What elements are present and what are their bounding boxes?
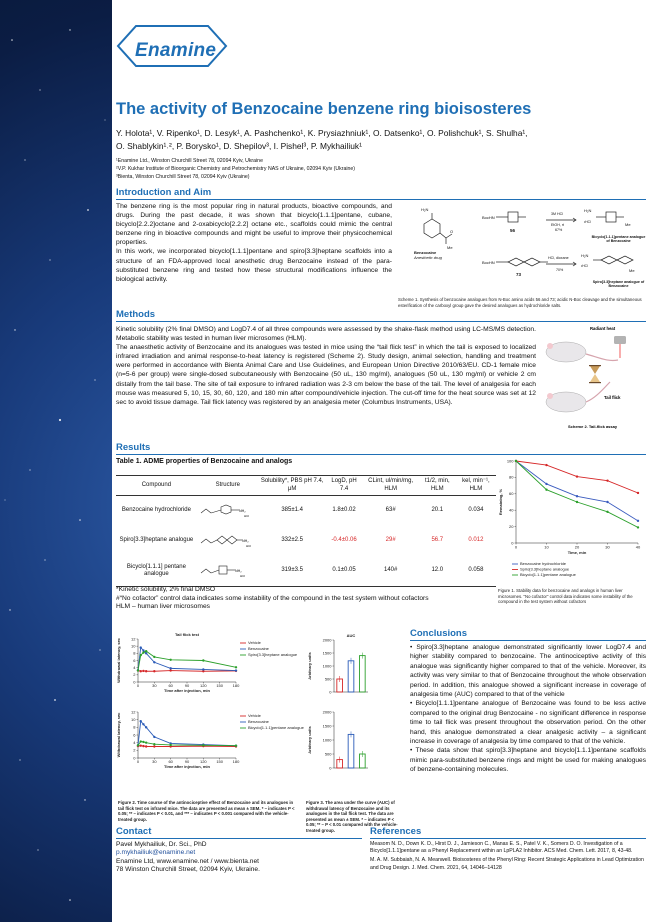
cell-structure <box>197 526 259 556</box>
series-line-2 <box>138 721 236 746</box>
cell-structure <box>197 556 259 587</box>
cell-compound: Bicyclo[1.1.1] pentane analogue <box>116 556 197 587</box>
y-tick-label: 0 <box>329 689 332 695</box>
intro-heading: Introduction and Aim <box>116 187 212 198</box>
data-point <box>145 726 147 728</box>
chart-title: AUC <box>346 633 356 638</box>
cell-solubility: 385±1.4 <box>281 507 303 514</box>
product-1-label: Bicyclo[1.1.1]pentane analogue of Benzocaine <box>591 235 646 244</box>
cell-t12: 56.7 <box>431 537 444 544</box>
x-tick-label: 60 <box>168 683 173 689</box>
data-point <box>637 492 639 494</box>
x-tick-label: 40 <box>635 544 641 550</box>
data-point <box>140 654 142 656</box>
data-point <box>142 723 144 725</box>
conclusion-2: • Bicyclo[1.1.1]pentane analogue of Benzocaine was found to be less active compared to the original drug Benzocaine - no significant difference in response time to tail flick was present throughout the observation period. On the other hand, this analogue demonstrated a clear analgesic activity – a significant increase in coverage of analgesia by time compared to that of the vehicle. <box>410 700 646 746</box>
x-tick-label: 90 <box>184 759 190 765</box>
svg-text:BocHN: BocHN <box>482 260 495 265</box>
legend-entry: Benzocaine <box>248 646 269 651</box>
data-point <box>140 740 142 742</box>
y-tick-label: 1000 <box>322 663 332 669</box>
arrow1-yield: 67% <box>555 228 563 232</box>
y-tick-label: 0 <box>329 765 332 771</box>
data-point <box>153 745 155 747</box>
y-tick-label: 10 <box>131 716 136 722</box>
x-tick-label: 30 <box>605 544 610 550</box>
bar-2 <box>348 661 354 692</box>
y-tick-label: 6 <box>133 732 136 738</box>
references-heading: References <box>370 826 422 837</box>
data-point <box>545 483 547 485</box>
heat-source-icon <box>614 336 626 344</box>
cell-solubility: 332±2.5 <box>281 537 303 544</box>
data-point <box>169 744 171 746</box>
data-point <box>637 520 639 522</box>
product-2-label: Spiro[3.3]heptane analogue of Benzocaine <box>592 280 645 289</box>
conclusion-3: • These data show that spiro[3.3]heptane and bicyclo[1.1.1]pentane scaffolds mimic para-substituted benzene rings and might be used for making analogues of benzene-containing molecules. <box>410 747 646 774</box>
tail-flick-chart-spiro <box>116 630 306 702</box>
col-t12: t1/2, min, HLM <box>419 476 456 496</box>
svg-text:NH₂: NH₂ <box>234 569 242 573</box>
intro-paragraph-1: The benzene ring is the most popular ring in natural products, bioactive compounds, and drugs. During the past decade, it was shown that bicyclo[1.1.1]pentane, cubane, bicyclo[2.2.2]octane and 2-oxabicyclo[2.2.2] octane etc., scaffolds could mimic the central benzene ring in bioactive compounds and might be useful to improve their physicochemical properties. <box>116 203 392 247</box>
data-point <box>169 669 171 671</box>
auc-chart-bicyclo <box>306 706 402 778</box>
arrow2-yield: 70% <box>556 268 564 272</box>
note-cofactor: #“No cofactor” control data indicates some instability of the compound in the test system without cofactors <box>116 594 429 602</box>
data-point <box>142 741 144 743</box>
table-header-row <box>116 476 496 496</box>
data-point <box>235 669 237 671</box>
cell-kel: 0.058 <box>456 556 496 587</box>
data-point <box>145 650 147 652</box>
benzocaine-structure-icon <box>199 503 257 519</box>
data-point <box>545 489 547 491</box>
cell-t12: 20.1 <box>431 507 444 514</box>
x-tick-label: 20 <box>574 544 580 550</box>
cell-logd: 1.8±0.02 <box>332 507 356 514</box>
conclusions-heading: Conclusions <box>410 628 468 639</box>
x-tick-label: 120 <box>199 683 207 689</box>
y-tick-label: 4 <box>133 739 136 745</box>
affiliation-1: ¹Enamine Ltd., Winston Churchill Street 78, 02094 Kyiv, Ukraine <box>116 158 263 164</box>
col-kel: kel, min⁻¹, HLM <box>456 476 496 496</box>
cell-t12: 12.0 <box>419 556 456 587</box>
legend-entry: Vehicle <box>248 640 261 645</box>
y-axis-label: Arbitrary units <box>307 652 312 680</box>
svg-text:NH₂: NH₂ <box>241 539 249 543</box>
y-tick-label: 40 <box>509 507 514 513</box>
data-point <box>202 659 204 661</box>
authors-line-2: O. Shablykin¹˒², P. Borysko¹, D. Shepilov³, I. Pishel³, P. Mykhailiuk¹ <box>116 141 362 151</box>
data-point <box>153 743 155 745</box>
contact-name: Pavel Mykhailiuk, Dr. Sci., PhD <box>116 841 207 848</box>
x-tick-label: 180 <box>232 759 240 765</box>
adme-table <box>116 475 496 587</box>
data-point <box>137 744 139 746</box>
table-notes <box>116 586 496 612</box>
methods-paragraph-2: The anaesthetic activity of Benzocaine and its analogues was tested in mice using the “tail flick test” in which the tail is exposed to localized infrared irradiation and animal response-to-heat latency is registered (Scheme 2). Study design, animal selection, handling and treatment were performed in accordance with Bienta Animal Care and Use Guidelines, and European Union Directive 2010/63/EU. CD-1 female mice (n=5-6 per group) were single-dosed subcutaneously with Benzocaine (50 uL, 130 mg/ml), analogues (50 uL, 130 mg/ml) or vehicle 2 cm distally from the tail base. The site of tail exposure to infrared radiation was 2-3 cm below the base of the tail. The level of analgesia for each mouse was measured 5, 10, 15, 30, 60, 120, and 180 min after compound/vehicle injection. The cut-off time for the heat source was set at 12 sec to avoid tissue damage. Tail flick latency was registered by an analgesia meter (Columbus Instruments, USA). <box>116 344 536 406</box>
y-tick-label: 8 <box>133 724 136 730</box>
table-row <box>116 496 496 527</box>
x-tick-label: 90 <box>184 683 190 689</box>
x-axis-label: Time, min <box>567 550 587 555</box>
bar-3 <box>360 656 366 692</box>
svg-text:Me: Me <box>629 268 635 273</box>
data-point <box>153 656 155 658</box>
svg-text:Me: Me <box>447 245 453 250</box>
data-point <box>606 511 608 513</box>
legend-entry: Benzocaine hydrochloride <box>520 561 567 566</box>
y-axis-label: Withdrawal latency, sec <box>116 712 121 758</box>
y-tick-label: 500 <box>324 751 332 757</box>
data-point <box>576 501 578 503</box>
y-tick-label: 12 <box>131 636 136 642</box>
y-tick-label: 100 <box>506 458 514 464</box>
legend-entry: Vehicle <box>248 713 261 718</box>
conclusions-rule <box>410 640 646 641</box>
stability-chart <box>498 455 646 585</box>
spiroheptane-structure-icon <box>199 533 257 549</box>
y-tick-label: 2000 <box>322 709 332 715</box>
col-clint: CLint, ul/min/mg, HLM <box>363 476 419 496</box>
authors <box>116 127 646 153</box>
table-row <box>116 526 496 556</box>
y-tick-label: 2 <box>133 747 136 753</box>
compound-73-label: 73 <box>516 272 522 277</box>
x-tick-label: 0 <box>514 544 518 550</box>
data-point <box>145 741 147 743</box>
data-point <box>145 670 147 672</box>
data-point <box>153 670 155 672</box>
svg-text:H₂N: H₂N <box>421 207 429 212</box>
y-tick-label: 1000 <box>322 737 332 743</box>
data-point <box>140 646 142 648</box>
y-tick-label: 6 <box>133 657 136 663</box>
reference-2: M. A. M. Subbaiah, N. A. Meanwell. Bioisosteres of the Phenyl Ring: Recent Strategic Applications in Lead Optimization and Drug Design. J. Med. Chem. 2021, 64, 14046–14128 <box>370 857 644 871</box>
cell-logd: -0.4±0.06 <box>331 537 357 544</box>
auc-chart-spiro <box>306 630 402 702</box>
cell-kel: 0.012 <box>468 537 484 544</box>
intro-text <box>116 202 392 284</box>
data-point <box>169 667 171 669</box>
y-tick-label: 10 <box>131 643 136 649</box>
y-tick-label: 80 <box>509 474 514 480</box>
legend-entry: Spiro[3.3]heptane analogue <box>248 652 298 657</box>
data-point <box>142 649 144 651</box>
y-tick-label: 2000 <box>322 637 332 643</box>
y-axis-label: Withdrawal latency, sec <box>116 638 121 683</box>
bar-2 <box>348 734 354 768</box>
y-tick-label: 0 <box>511 540 514 546</box>
y-axis-label: Remaining, % <box>498 488 503 516</box>
x-tick-label: 150 <box>216 683 224 689</box>
table-title: Table 1. ADME properties of Benzocaine and analogs <box>116 458 293 465</box>
x-tick-label: 150 <box>216 759 224 765</box>
tail-flick-illustration <box>538 322 646 434</box>
data-point <box>140 720 142 722</box>
conclusions-text <box>410 643 646 775</box>
cell-kel: 0.034 <box>468 507 484 514</box>
svg-text:H₂N: H₂N <box>584 208 592 213</box>
legend-entry: Benzocaine <box>248 719 269 724</box>
methods-paragraph-1: Kinetic solubility (2% final DMSO) and LogD7.4 of all three compounds were assessed by the shake-flask method using LC-MS/MS detection. Metabolic stability was tested in human liver microsomes (HLM). <box>116 326 536 343</box>
data-point <box>202 668 204 670</box>
note-hlm: HLM – human liver microsomes <box>116 603 211 611</box>
compound-56-label: 56 <box>510 228 516 233</box>
svg-text:H₂N: H₂N <box>581 253 589 258</box>
data-point <box>142 745 144 747</box>
anesthetic-label: Anesthetic drug <box>414 255 442 260</box>
series-line-3 <box>516 461 638 527</box>
figure-1-caption: Figure 1. Stability data for benzocaine and analogs in human liver microsomes. “No cofactor” control data indicates some instability of the compound in the test system without cofactors <box>498 588 633 605</box>
hcl-label: HCl <box>239 574 245 578</box>
svg-text:BocHN: BocHN <box>482 215 495 220</box>
data-point <box>142 651 144 653</box>
x-tick-label: 30 <box>152 759 157 765</box>
contact-heading: Contact <box>116 826 152 837</box>
scheme-2-caption: Scheme 2. Tail-flick assay <box>568 424 618 429</box>
data-point <box>145 745 147 747</box>
cell-clint: 29# <box>385 537 396 544</box>
data-point <box>576 495 578 497</box>
svg-text:O: O <box>450 229 454 234</box>
data-point <box>153 661 155 663</box>
hcl-label: HCl <box>245 544 251 548</box>
poster-title: The activity of Benzocaine benzene ring bioisosteres <box>116 100 532 118</box>
methods-heading: Methods <box>116 309 156 320</box>
cell-solubility: 319±3.5 <box>259 556 326 587</box>
y-axis-label: Arbitrary units <box>307 726 312 754</box>
arrow2-reagent: HCl, dioxane <box>548 256 569 260</box>
y-tick-label: 20 <box>509 523 514 529</box>
note-solubility: *Kinetic solubility, 2% final DMSO <box>116 586 216 593</box>
logo-text: Enamine <box>135 40 217 61</box>
data-point <box>576 475 578 477</box>
affiliations <box>116 157 646 181</box>
cell-structure <box>197 496 259 527</box>
series-line-1 <box>516 461 638 521</box>
col-logd: LogD, pH 7.4 <box>326 476 363 496</box>
data-point <box>137 669 139 671</box>
y-tick-label: 8 <box>133 650 136 656</box>
cell-clint: 63# <box>385 507 396 514</box>
y-tick-label: 1500 <box>322 650 332 656</box>
contact-text <box>116 841 362 875</box>
benzocaine-label: Benzocaine <box>414 250 437 255</box>
data-point <box>515 460 517 462</box>
cell-compound: Benzocaine hydrochloride <box>121 507 191 514</box>
data-point <box>637 526 639 528</box>
x-tick-label: 180 <box>232 683 240 689</box>
x-axis-label: Time after injection, min <box>164 764 210 770</box>
data-point <box>235 666 237 668</box>
legend-entry: Bicyclo[1.1.1]pentane analogue <box>520 572 576 577</box>
col-solubility: Solubility*, PBS pH 7.4, μM <box>259 476 326 496</box>
svg-text:NH₂: NH₂ <box>238 509 246 513</box>
bicyclopentane-structure-icon <box>199 563 257 579</box>
reference-1: Measom N. D., Down K. D., Hirst D. J., Jamieson C., Manas E. S., Patel V. K., Somers D. O. Investigation of a Bicyclo[1.1.1]pentane as a Phenyl Replacement within an LpPLA2 Inhibitor. ACS Med. Chem. Lett. 2017, 8, 43-48. <box>370 841 633 855</box>
contact-email[interactable]: p.mykhailiuk@enamine.net <box>116 849 196 857</box>
contact-company: Enamine Ltd, www.enamine.net / www.bienta.net <box>116 857 259 865</box>
affiliation-2: ²V.P. Kukhar Institute of Bioorganic Chemistry and Petrochemistry NAS of Ukraine, 02094 Kyiv (Ukraine) <box>116 166 356 172</box>
data-point <box>153 736 155 738</box>
contact-address: 78 Winston Churchill Street, 02094 Kyiv, Ukraine. <box>116 866 260 874</box>
arrow1-reagent: 3M HCl <box>551 212 563 216</box>
series-line-1 <box>138 671 236 672</box>
chart-title: Tail flick test <box>175 632 199 637</box>
data-point <box>606 479 608 481</box>
legend-entry: Spiro[3.3]heptane analogue <box>520 566 570 572</box>
x-axis-label: Time after injection, min <box>164 688 210 694</box>
x-tick-label: 10 <box>544 544 549 550</box>
x-tick-label: 30 <box>152 683 157 689</box>
svg-text:Me: Me <box>625 222 631 227</box>
svg-text:•HCl: •HCl <box>581 264 588 268</box>
y-tick-label: 500 <box>324 676 332 682</box>
references-rule <box>370 838 646 839</box>
data-point <box>140 670 142 672</box>
data-point <box>545 464 547 466</box>
radiant-heat-label: Radiant heat <box>590 326 616 331</box>
data-point <box>142 670 144 672</box>
conclusion-1: • Spiro[3.3]heptane analogue demonstrated significantly lower LogD7.4 and higher stability compared to benzocaine. The antinociceptive activity of this analogue was significantly higher compared to that of the vehicle. Moreover, its activity was very similar to that of Benzocaine throughout the whole observation period. In addition, this analogue showed a significant increase in coverage of analgesia time (AUC) compared to that of the vehicle <box>410 644 646 699</box>
authors-line-1: Y. Holota¹, V. Ripenko¹, D. Lesyk¹, A. Pashchenko¹, K. Prysiazhniuk¹, O. Datsenko¹, O. Polishchuk¹, S. Shulha¹, <box>116 128 528 138</box>
x-tick-label: 0 <box>136 759 140 765</box>
data-point <box>145 652 147 654</box>
x-tick-label: 120 <box>199 759 207 765</box>
cell-compound: Spiro[3.3]heptane analogue <box>119 537 194 544</box>
tail-flick-chart-bicyclo <box>116 706 306 778</box>
data-point <box>140 745 142 747</box>
table-row <box>116 556 496 587</box>
hcl-label: HCl <box>243 514 249 518</box>
y-tick-label: 4 <box>133 664 136 670</box>
tail-flick-label: Tail flick <box>604 395 621 400</box>
data-point <box>606 501 608 503</box>
cell-clint: 140# <box>363 556 419 587</box>
data-point <box>202 744 204 746</box>
arrow1-solvent: EtOH, rt <box>551 223 564 227</box>
references-list <box>370 841 646 872</box>
affiliation-3: ³Bienta, Winston Churchill Street 78, 02094 Kyiv (Ukraine) <box>116 174 250 180</box>
data-point <box>169 659 171 661</box>
y-tick-label: 12 <box>131 709 136 715</box>
hourglass-icon <box>589 365 601 383</box>
scheme-1-caption: Scheme 1. Synthesis of benzocaine analogues from N-Boc amino acids 56 and 73; acidic N-Boc cleavage and the simultaneous esterification of the carboxyl group gave the desired analogues as hydrochloride salts. <box>398 297 642 308</box>
methods-text <box>116 325 536 407</box>
x-tick-label: 0 <box>136 683 140 689</box>
col-structure: Structure <box>197 476 259 496</box>
svg-text:•HCl: •HCl <box>584 220 591 224</box>
series-line-2 <box>138 648 236 671</box>
results-heading: Results <box>116 442 151 453</box>
cell-logd: 0.1±0.05 <box>326 556 363 587</box>
y-tick-label: 2 <box>133 672 136 678</box>
figure-2-caption: Figure 2. Time course of the antinociceptive effect of Benzocaine and its analogues in tail flick test on infrared mice. The data are presented as mean ± SEM. * – indicates P < 0.05; ** – indicates P < 0.01, and *** – indicates P < 0.001 compared with the vehicle-treated group. <box>118 800 295 822</box>
scheme-1-diagram <box>396 202 646 297</box>
intro-paragraph-2: In this work, we incorporated bicyclo[1.1.1]pentane and spiro[3.3]heptane scaffolds into a structure of an FDA-approved local anesthetic drug Benzocaine instead of the para-substituted benzene ring and tested how these structural modifications influence the biological activity. <box>116 248 392 283</box>
intro-rule <box>116 199 646 200</box>
figure-3-caption: Figure 3. The area under the curve (AUC) of withdrawal latency of Benzocaine and its analogues in the tail flick test. The data are presented as mean ± SEM. * – indicates P < 0.05; ** – P < 0.01 compared with the vehicle-treated group. <box>306 800 398 833</box>
y-tick-label: 60 <box>509 491 514 497</box>
legend-entry: Bicyclo[1.1.1]pentane analogue <box>248 725 304 730</box>
y-tick-label: 0 <box>133 755 136 761</box>
x-tick-label: 60 <box>168 759 173 765</box>
y-tick-label: 1500 <box>322 723 332 729</box>
col-compound: Compound <box>116 476 197 496</box>
contact-rule <box>116 838 362 839</box>
y-tick-label: 0 <box>133 679 136 685</box>
data-point <box>235 745 237 747</box>
